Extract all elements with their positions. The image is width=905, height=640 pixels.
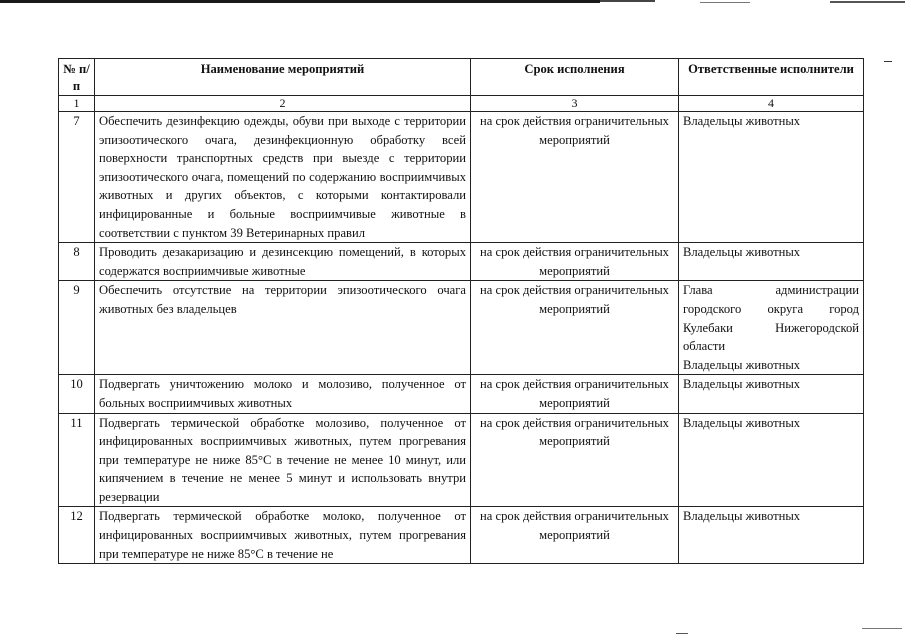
table-row <box>59 507 864 564</box>
column-index: 4 <box>679 96 864 112</box>
measure-name: Проводить дезакаризацию и дезинсекцию помещений, в которых содержатся восприимчивые животные <box>95 243 471 281</box>
measure-term: на срок действия ограничительных мероприятий <box>471 281 679 375</box>
measure-name: Обеспечить отсутствие на территории эпизоотического очага животных без владельцев <box>95 281 471 375</box>
table-row <box>59 243 864 281</box>
measure-term: на срок действия ограничительных мероприятий <box>471 112 679 243</box>
measure-name: Подвергать термической обработке молозиво, полученное от инфицированных восприимчивых животных, путем прогревания при температуре не ниже 85°С в течение не менее 10 минут, или кипячением в течение не менее 5 минут и использовать внутри резервации <box>95 413 471 507</box>
responsible-entry: Глава администрации городского округа город Кулебаки Нижегородской области <box>683 283 859 354</box>
table-row <box>59 281 864 375</box>
measure-name: Подвергать термической обработке молоко, полученное от инфицированных восприимчивых животных, путем прогревания при температуре не ниже 85°С в течение не <box>95 507 471 564</box>
column-index: 2 <box>95 96 471 112</box>
responsible-entry: Владельцы животных <box>683 114 801 128</box>
row-number: 10 <box>59 375 95 413</box>
column-index: 3 <box>471 96 679 112</box>
table-row <box>59 375 864 413</box>
measure-name: Подвергать уничтожению молоко и молозиво, полученное от больных восприимчивых животных <box>95 375 471 413</box>
table-header-row <box>59 59 864 96</box>
responsible-entry: Владельцы животных <box>683 377 801 392</box>
header-name: Наименование мероприятий <box>95 59 471 96</box>
responsible-entry: Владельцы животных <box>683 357 801 372</box>
measure-responsible <box>679 112 864 243</box>
column-index: 1 <box>59 96 95 112</box>
measure-name: Обеспечить дезинфекцию одежды, обуви при выходе с территории эпизоотического очага, дезинфекционную обработку всей поверхности транспортных средств при выезде с территории эпизоотического очага, помещений по содержанию восприимчивых животных и других объектов, с которыми контактировали инфицированные и больные восприимчивые животные в соответствии с пунктом 39 Ветеринарных правил <box>95 112 471 243</box>
measure-term: на срок действия ограничительных мероприятий <box>471 507 679 564</box>
measure-responsible <box>679 243 864 281</box>
row-number: 8 <box>59 243 95 281</box>
responsible-entry: Владельцы животных <box>683 509 801 524</box>
header-responsible: Ответственные исполнители <box>679 59 864 96</box>
measure-term: на срок действия ограничительных мероприятий <box>471 375 679 413</box>
measures-table <box>58 58 864 564</box>
row-number: 7 <box>59 112 95 243</box>
scan-mark <box>884 61 892 62</box>
header-term: Срок исполнения <box>471 59 679 96</box>
responsible-entry: Владельцы животных <box>683 245 801 260</box>
row-number: 12 <box>59 507 95 564</box>
responsible-entry: Владельцы животных <box>683 415 801 430</box>
row-number: 9 <box>59 281 95 375</box>
measure-responsible <box>679 507 864 564</box>
table-row <box>59 112 864 243</box>
scan-mark <box>862 628 902 629</box>
measure-responsible <box>679 281 864 375</box>
measure-term: на срок действия ограничительных мероприятий <box>471 413 679 507</box>
column-index-row <box>59 96 864 112</box>
measure-term: на срок действия ограничительных мероприятий <box>471 243 679 281</box>
table-row <box>59 413 864 507</box>
scan-top-edge <box>0 0 905 8</box>
header-num: № п/п <box>59 59 95 96</box>
measure-responsible <box>679 413 864 507</box>
measure-responsible <box>679 375 864 413</box>
row-number: 11 <box>59 413 95 507</box>
scan-mark <box>676 633 688 634</box>
